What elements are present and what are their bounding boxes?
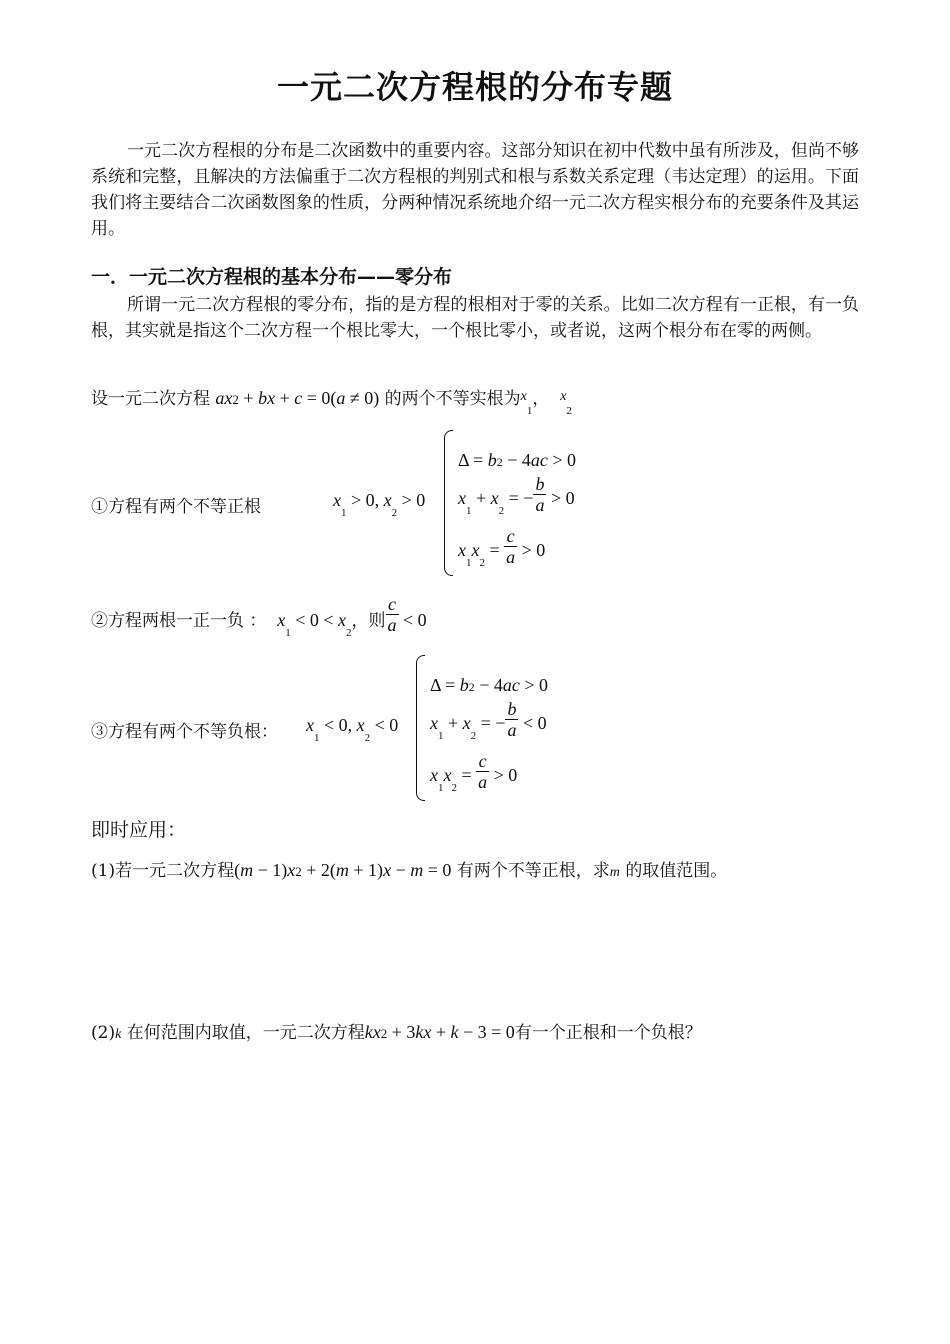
setup-prefix: 设一元二次方程	[91, 389, 210, 409]
q2-suffix: 有一个正根和一个负根？	[514, 1023, 702, 1043]
case3-condition: $x_1 < 0$, $x_2 < 0$	[306, 715, 399, 744]
q2-prefix: (2)	[91, 1023, 116, 1043]
case2-line: ②方程两根一正一负 ： $x_1 < 0 < x_2$，则 $\frac{c}{a}$ < 0	[91, 594, 427, 639]
question-2: (2)k 在何范围内取值，一元二次方程kx2 + 3kx + k − 3 = 0有一个正根和一个负根？	[91, 1022, 702, 1043]
intro-paragraph: 一元二次方程根的分布是二次函数中的重要内容。这部分知识在初中代数中虽有所涉及，但尚不够系统和完整，且解决的方法偏重于二次方程根的判别式和根与系数关系定理（韦达定理）的运用。下面我们将主要结合二次函数图象的性质，分两种情况系统地介绍一元二次方程实根分布的充要条件及其运用。	[91, 141, 859, 239]
case2-then: ，则	[351, 611, 386, 631]
case3-label: ③方程有两个不等负根：	[91, 722, 278, 742]
brace-icon	[444, 430, 453, 576]
case1-condition: $x_1 > 0$, $x_2 > 0$	[333, 490, 426, 519]
case1-label: ①方程有两个不等正根	[91, 497, 261, 517]
case2-label: ②方程两根一正一负 ：	[91, 611, 267, 631]
practice-heading: 即时应用：	[91, 819, 187, 841]
case3-system: Δ = b2 − 4ac > 0 $x_1 + x_2$ = − $\frac{b}{a}$ < 0 $x_1x_2$ = $\frac{c}{a}$ > 0	[416, 655, 576, 803]
q1-prefix: (1)若一元二次方程	[91, 861, 235, 881]
setup-line: 设一元二次方程 ax2 + bx + c = 0(a ≠ 0) 的两个不等实根为$^x_1$， $^x_2$	[91, 388, 572, 417]
page-title: 一元二次方程根的分布专题	[276, 68, 673, 106]
case1-system: Δ = b2 − 4ac > 0 $x_1 + x_2$ = − $\frac{b}{a}$ > 0 $x_1x_2$ = $\frac{c}{a}$ > 0	[444, 430, 604, 578]
setup-suffix: 的两个不等实根为	[384, 389, 521, 409]
q1-suffix: 的取值范围。	[625, 861, 728, 881]
brace-icon	[416, 655, 425, 801]
equation-general: ax	[215, 388, 233, 408]
q1-mid: 有两个不等正根，求	[456, 861, 610, 881]
q2-mid: 在何范围内取值，一元二次方程	[126, 1023, 365, 1043]
section-heading: 一．一元二次方程根的基本分布——零分布	[91, 266, 453, 288]
section-description: 所谓一元二次方程根的零分布，指的是方程的根相对于零的关系。比如二次方程有一正根，有一负根，其实就是指这个二次方程一个根比零大，一个根比零小，或者说，这两个根分布在零的两侧。	[91, 295, 859, 341]
question-1: (1)若一元二次方程(m − 1)x2 + 2(m + 1)x − m = 0 有两个不等正根，求m 的取值范围。	[91, 860, 728, 881]
